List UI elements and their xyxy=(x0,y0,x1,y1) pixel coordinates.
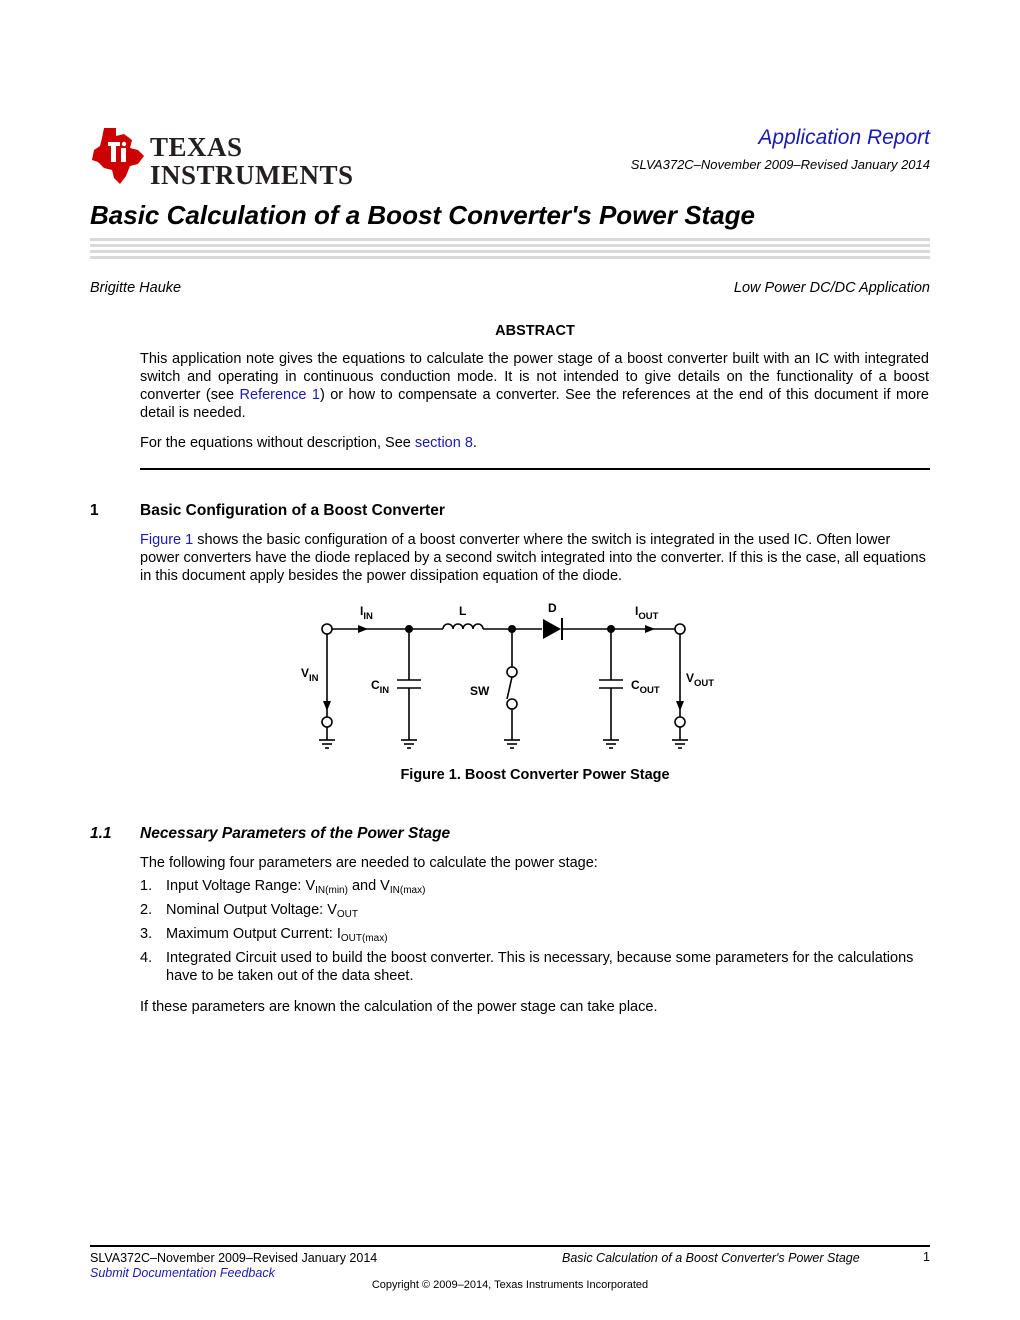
parameters-intro: The following four parameters are needed to calculate the power stage: xyxy=(140,855,598,871)
list-text: and V xyxy=(347,878,390,894)
subsection-title: Necessary Parameters of the Power Stage xyxy=(140,825,451,842)
list-text: Input Voltage Range: V xyxy=(166,878,316,894)
parameters-outro: If these parameters are known the calculation of the power stage can take place. xyxy=(140,999,658,1015)
list-subscript: OUT(max) xyxy=(340,933,388,944)
list-text: Nominal Output Voltage: V xyxy=(166,902,337,918)
abstract-paragraph xyxy=(140,350,929,422)
list-item xyxy=(140,949,930,985)
iin-label: $I_{IN}$ xyxy=(360,604,373,622)
inductor-label: L xyxy=(459,604,467,618)
list-item xyxy=(140,877,930,895)
list-number: 1. xyxy=(140,878,153,894)
abstract-text-end: ) or how to compensate a converter. See the references at the end of this document if more detail is needed. xyxy=(140,387,929,421)
submit-feedback-link[interactable]: Submit Documentation Feedback xyxy=(90,1266,275,1280)
abstract-note-end: . xyxy=(472,435,477,451)
vin-label: $V_{IN}$ xyxy=(301,666,319,684)
diode-label: D xyxy=(548,601,557,615)
footer-doc-id: SLVA372C–November 2009–Revised January 2014 xyxy=(90,1251,378,1265)
section-title: Basic Configuration of a Boost Converter xyxy=(140,502,445,519)
boost-converter-schematic xyxy=(300,600,720,760)
list-item xyxy=(140,901,930,919)
author: Brigitte Hauke xyxy=(90,280,182,296)
parameter-list xyxy=(140,877,930,991)
document-title: Basic Calculation of a Boost Converter's Power Stage xyxy=(90,200,756,230)
vout-label: $V_{OUT}$ xyxy=(686,671,715,689)
list-text: Integrated Circuit used to build the boost converter. This is necessary, because some parameters for the calculations have to be taken out of the data sheet. xyxy=(166,950,914,984)
list-number: 2. xyxy=(140,902,153,918)
figure-1-link[interactable]: Figure 1 xyxy=(140,532,194,548)
cout-label: $C_{OUT}$ xyxy=(631,678,660,696)
section-8-link[interactable]: section 8 xyxy=(414,435,473,451)
cin-label: $C_{IN}$ xyxy=(371,678,390,696)
section-paragraph xyxy=(140,531,929,585)
list-subscript: IN(min) xyxy=(315,885,348,896)
figure-caption: Figure 1. Boost Converter Power Stage xyxy=(400,767,670,783)
abstract-text: This application note gives the equations to calculate the power stage of a boost converter built with an IC with integrated switch and operating in continuous conduction mode. It is not intended to give details on the functionality of a boost converter (see xyxy=(140,351,929,403)
reference-1-link[interactable]: Reference 1 xyxy=(239,387,320,403)
report-type: Application Report xyxy=(758,126,930,149)
author-group: Low Power DC/DC Application xyxy=(733,280,930,296)
ti-logo xyxy=(90,126,354,190)
list-item xyxy=(140,925,930,943)
document-id: SLVA372C–November 2009–Revised January 2014 xyxy=(630,157,930,172)
logo-line-texas: TEXAS xyxy=(150,132,243,162)
abstract-heading: ABSTRACT xyxy=(495,323,575,339)
ti-map-icon xyxy=(90,126,146,186)
footer-divider xyxy=(90,1245,930,1247)
list-number: 3. xyxy=(140,926,153,942)
list-subscript: OUT xyxy=(336,909,358,920)
abstract-note xyxy=(140,434,929,452)
list-number: 4. xyxy=(140,950,153,966)
list-text: Maximum Output Current: I xyxy=(166,926,341,942)
page-number: 1 xyxy=(923,1250,930,1264)
section-number: 1 xyxy=(90,502,99,519)
abstract-note-text: For the equations without description, See xyxy=(140,435,415,451)
logo-line-instruments: INSTRUMENTS xyxy=(150,160,354,190)
subsection-number: 1.1 xyxy=(90,825,112,842)
footer-title: Basic Calculation of a Boost Converter's Power Stage xyxy=(562,1251,860,1265)
switch-label: SW xyxy=(470,684,490,698)
copyright: Copyright © 2009–2014, Texas Instruments Incorporated xyxy=(371,1279,649,1291)
title-divider xyxy=(90,238,930,262)
abstract-divider xyxy=(140,468,930,470)
iout-label: $I_{OUT}$ xyxy=(635,604,659,622)
section-paragraph-text: shows the basic configuration of a boost converter where the switch is integrated in the used IC. Often lower power converters have the diode replaced by a second switch integrated into the converter. If this is the case, all equations in this document apply besides the power dissipation equation of the diode. xyxy=(140,532,926,584)
list-subscript: IN(max) xyxy=(389,885,426,896)
